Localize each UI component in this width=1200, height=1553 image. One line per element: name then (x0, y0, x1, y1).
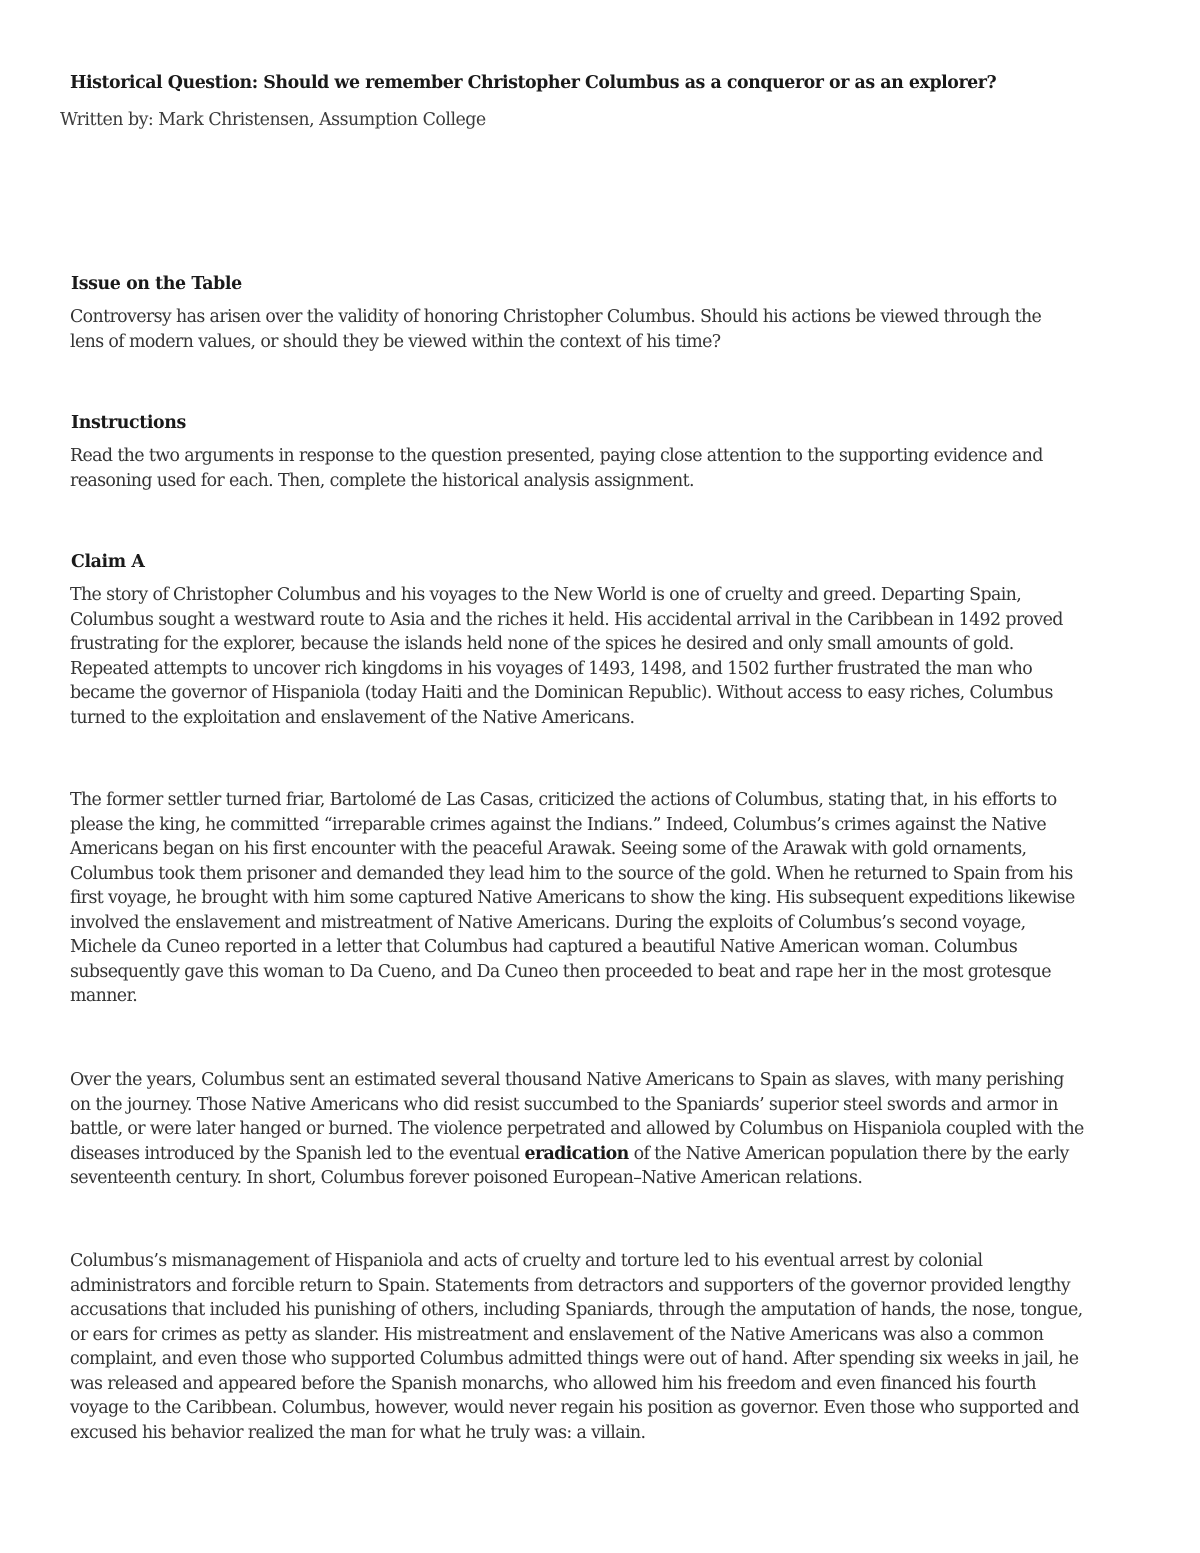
paragraph-line: Columbus took them prisoner and demanded they lead him to the source of the gold. When he returned to Spain from his (70, 863, 1073, 884)
paragraph-line (70, 1142, 1150, 1167)
paragraph-line: seventeenth century. In short, Columbus forever poisoned European–Native American relations. (70, 1168, 863, 1189)
claim-a-paragraph-4 (70, 1249, 1150, 1445)
paragraph-line: became the governor of Hispaniola (today Haiti and the Dominican Republic). Without access to easy riches, Columbus (70, 683, 1053, 704)
paragraph-line: manner. (70, 986, 138, 1007)
claim-a-paragraph-1 (70, 583, 1150, 730)
paragraph-line: administrators and forcible return to Spain. Statements from detractors and supporters of the governor provided lengthy (70, 1275, 1070, 1296)
paragraph-line: battle, or were later hanged or burned. The violence perpetrated and allowed by Columbus on Hispaniola coupled with the (70, 1119, 1084, 1140)
claim-a-paragraph-2 (70, 788, 1150, 1009)
paragraph-line: Michele da Cuneo reported in a letter that Columbus had captured a beautiful Native American woman. Columbus (70, 937, 1018, 958)
paragraph-line: The story of Christopher Columbus and his voyages to the New World is one of cruelty and greed. Departing Spain, (70, 585, 1022, 605)
paragraph-line: The former settler turned friar, Bartolomé de Las Casas, criticized the actions of Columbus, stating that, in his efforts to (70, 790, 1057, 810)
paragraph-line: complaint, and even those who supported Columbus admitted things were out of hand. After spending six weeks in jail, he (70, 1349, 1079, 1370)
paragraph-line: frustrating for the explorer, because the islands held none of the spices he desired and only small amounts of gold. (70, 634, 1014, 655)
paragraph-line: subsequently gave this woman to Da Cueno, and Da Cuneo then proceeded to beat and rape her in the most grotesque (70, 961, 1051, 982)
paragraph-line: on the journey. Those Native Americans who did resist succumbed to the Spaniards’ superior steel swords and armor in (70, 1094, 1058, 1115)
author-byline: Written by: Mark Christensen, Assumption College (60, 110, 486, 130)
paragraph-line: Columbus’s mismanagement of Hispaniola and acts of cruelty and torture led to his eventual arrest by colonial (70, 1251, 983, 1271)
paragraph-line: Repeated attempts to uncover rich kingdoms in his voyages of 1493, 1498, and 1502 further frustrated the man who (70, 658, 1033, 679)
paragraph-line: or ears for crimes as petty as slander. His mistreatment and enslavement of the Native Americans was also a common (70, 1324, 1044, 1345)
paragraph-line: reasoning used for each. Then, complete the historical analysis assignment. (70, 470, 694, 491)
section-heading-issue: Issue on the Table (71, 274, 242, 294)
paragraph-line: first voyage, he brought with him some captured Native Americans to show the king. His subsequent expeditions likewise (70, 888, 1075, 909)
paragraph-line: accusations that included his punishing of others, including Spaniards, through the amputation of hands, the nose, tongue, (70, 1300, 1083, 1321)
document-title: Historical Question: Should we remember Christopher Columbus as a conqueror or as an explorer? (70, 73, 997, 93)
paragraph-line: involved the enslavement and mistreatment of Native Americans. During the exploits of Columbus’s second voyage, (70, 912, 1026, 933)
paragraph-line: Read the two arguments in response to the question presented, paying close attention to the supporting evidence and (70, 446, 1043, 466)
issue-paragraph (70, 305, 1150, 354)
line-text: diseases introduced by the Spanish led to the eventual (70, 1143, 525, 1164)
paragraph-line: excused his behavior realized the man for what he truly was: a villain. (70, 1422, 646, 1443)
paragraph-line: was released and appeared before the Spanish monarchs, who allowed him his freedom and even financed his fourth (70, 1373, 1036, 1394)
instructions-paragraph (70, 444, 1150, 493)
claim-a-paragraph-3 (70, 1068, 1150, 1191)
section-heading-instructions: Instructions (71, 413, 186, 433)
paragraph-line: voyage to the Caribbean. Columbus, however, would never regain his position as governor. Even those who supported and (70, 1398, 1079, 1419)
paragraph-line: turned to the exploitation and enslavement of the Native Americans. (70, 707, 635, 728)
paragraph-line: Controversy has arisen over the validity of honoring Christopher Columbus. Should his actions be viewed through the (70, 307, 1042, 327)
paragraph-line: Over the years, Columbus sent an estimated several thousand Native Americans to Spain as slaves, with many perishing (70, 1070, 1064, 1090)
paragraph-line: lens of modern values, or should they be viewed within the context of his time? (70, 331, 721, 352)
paragraph-line: Columbus sought a westward route to Asia and the riches it held. His accidental arrival in the Caribbean in 1492 proved (70, 609, 1063, 630)
paragraph-line: Americans began on his first encounter with the peaceful Arawak. Seeing some of the Arawak with gold ornaments, (70, 839, 1027, 860)
line-text: of the Native American population there by the early (628, 1143, 1069, 1164)
bold-vocabulary-term: eradication (524, 1143, 629, 1164)
paragraph-line: please the king, he committed “irreparable crimes against the Indians.” Indeed, Columbus’s crimes against the Native (70, 814, 1047, 835)
section-heading-claim-a: Claim A (71, 552, 145, 572)
